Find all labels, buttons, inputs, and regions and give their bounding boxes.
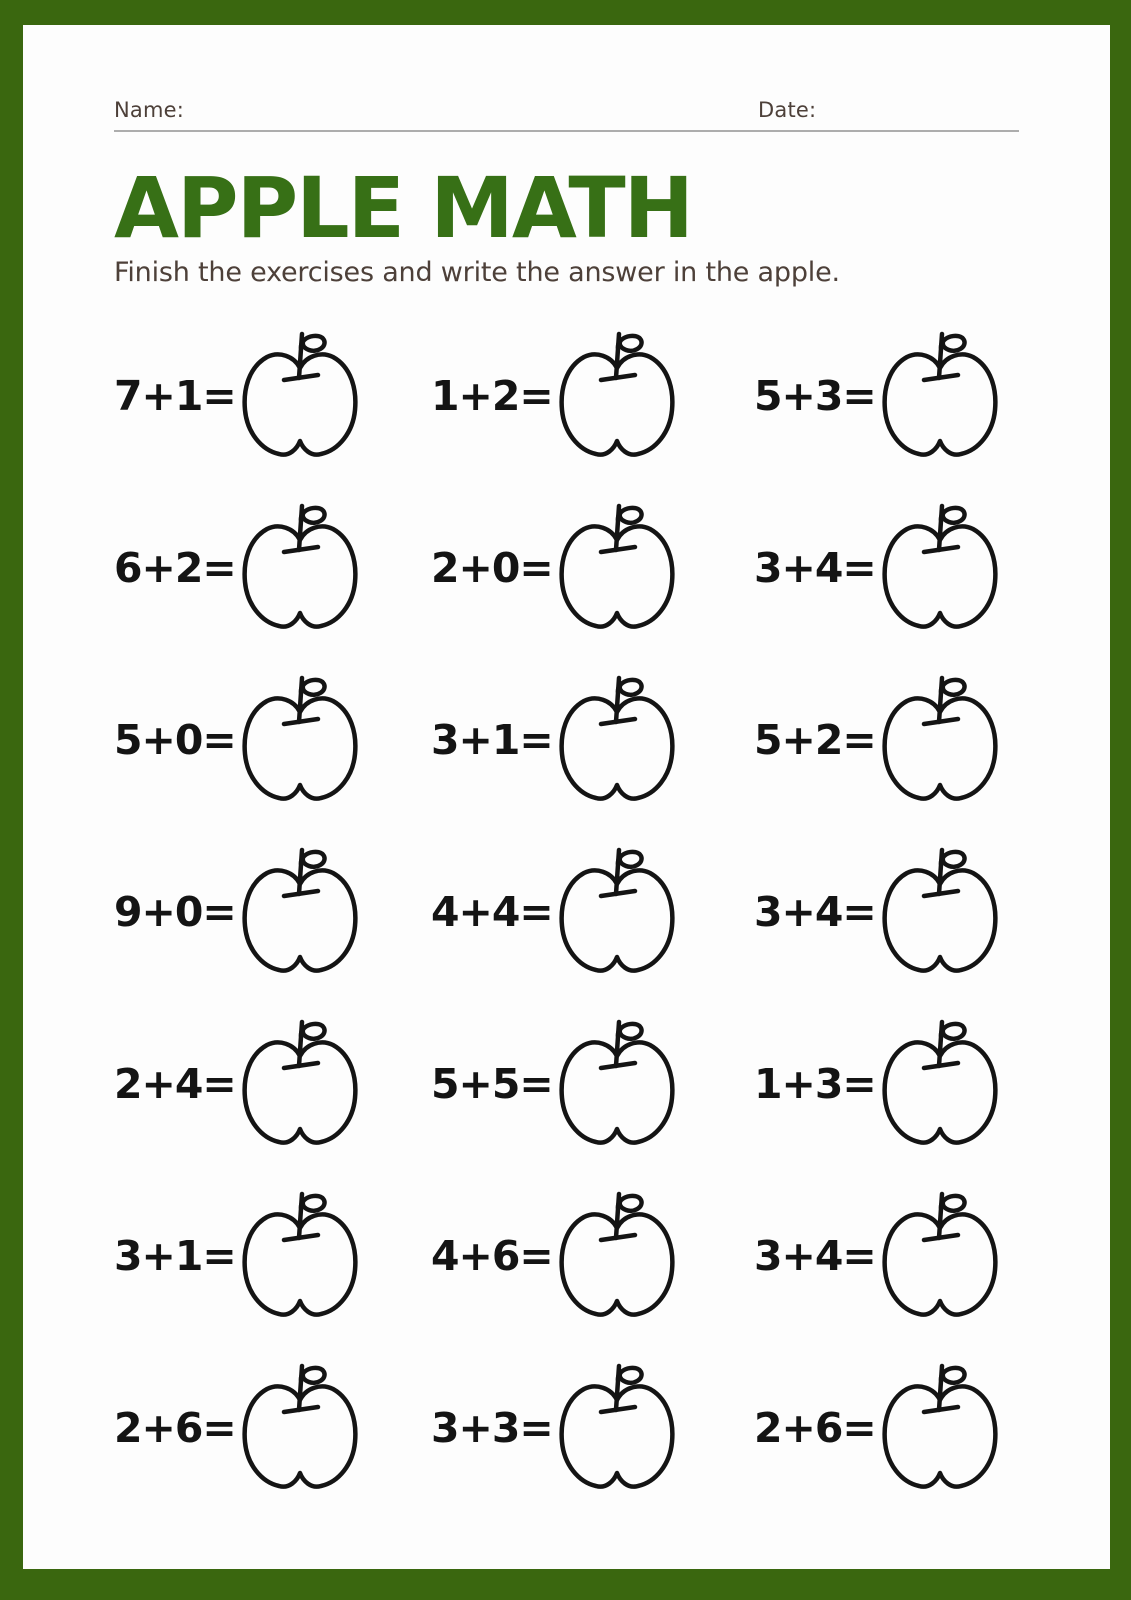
problem-cell <box>431 654 754 826</box>
apple-outline-icon[interactable] <box>555 674 679 806</box>
problem-expression: 5+0= <box>114 716 236 764</box>
problem-cell <box>431 310 754 482</box>
name-label: Name: <box>114 98 185 122</box>
problem-expression: 4+6= <box>431 1232 553 1280</box>
name-date-row <box>114 98 1019 132</box>
problem-expression: 1+3= <box>754 1060 876 1108</box>
problem-expression: 1+2= <box>431 372 553 420</box>
apple-outline-icon[interactable] <box>238 330 362 462</box>
page-title: APPLE MATH <box>114 159 692 257</box>
apple-outline-icon[interactable] <box>555 1018 679 1150</box>
apple-outline-icon[interactable] <box>238 846 362 978</box>
problem-cell <box>431 998 754 1170</box>
apple-outline-icon[interactable] <box>555 502 679 634</box>
problem-cell <box>114 826 431 998</box>
problem-expression: 2+6= <box>754 1404 876 1452</box>
problem-cell <box>114 1170 431 1342</box>
problem-cell <box>754 482 1109 654</box>
problem-expression: 2+0= <box>431 544 553 592</box>
apple-outline-icon[interactable] <box>238 1018 362 1150</box>
problem-cell <box>431 826 754 998</box>
apple-outline-icon[interactable] <box>878 846 1002 978</box>
apple-outline-icon[interactable] <box>555 846 679 978</box>
problem-cell <box>114 310 431 482</box>
date-label: Date: <box>758 98 817 122</box>
apple-outline-icon[interactable] <box>878 330 1002 462</box>
problem-cell <box>114 998 431 1170</box>
problem-cell <box>114 654 431 826</box>
apple-outline-icon[interactable] <box>555 330 679 462</box>
apple-outline-icon[interactable] <box>878 1362 1002 1494</box>
apple-outline-icon[interactable] <box>238 502 362 634</box>
apple-outline-icon[interactable] <box>238 1362 362 1494</box>
problem-cell <box>431 1170 754 1342</box>
problem-cell <box>754 654 1109 826</box>
problem-expression: 3+4= <box>754 1232 876 1280</box>
problem-expression: 5+5= <box>431 1060 553 1108</box>
apple-outline-icon[interactable] <box>878 674 1002 806</box>
problem-expression: 2+4= <box>114 1060 236 1108</box>
problem-expression: 5+2= <box>754 716 876 764</box>
page-subtitle: Finish the exercises and write the answer in the apple. <box>114 257 840 288</box>
apple-outline-icon[interactable] <box>238 674 362 806</box>
apple-outline-icon[interactable] <box>555 1190 679 1322</box>
problem-cell <box>431 1342 754 1514</box>
problem-expression: 6+2= <box>114 544 236 592</box>
problem-expression: 7+1= <box>114 372 236 420</box>
problem-cell <box>114 482 431 654</box>
problem-expression: 3+1= <box>114 1232 236 1280</box>
problem-expression: 2+6= <box>114 1404 236 1452</box>
worksheet-content <box>23 98 1110 1514</box>
problem-expression: 9+0= <box>114 888 236 936</box>
apple-outline-icon[interactable] <box>878 1190 1002 1322</box>
problem-expression: 3+1= <box>431 716 553 764</box>
problem-cell <box>754 998 1109 1170</box>
apple-outline-icon[interactable] <box>878 1018 1002 1150</box>
problem-cell <box>114 1342 431 1514</box>
problem-expression: 3+4= <box>754 544 876 592</box>
problem-cell <box>431 482 754 654</box>
problem-expression: 3+3= <box>431 1404 553 1452</box>
problem-cell <box>754 310 1109 482</box>
problem-cell <box>754 1342 1109 1514</box>
problems-grid <box>114 310 1109 1514</box>
apple-outline-icon[interactable] <box>555 1362 679 1494</box>
problem-cell <box>754 1170 1109 1342</box>
problem-cell <box>754 826 1109 998</box>
apple-outline-icon[interactable] <box>878 502 1002 634</box>
problem-expression: 3+4= <box>754 888 876 936</box>
apple-outline-icon[interactable] <box>238 1190 362 1322</box>
problem-expression: 5+3= <box>754 372 876 420</box>
problem-expression: 4+4= <box>431 888 553 936</box>
